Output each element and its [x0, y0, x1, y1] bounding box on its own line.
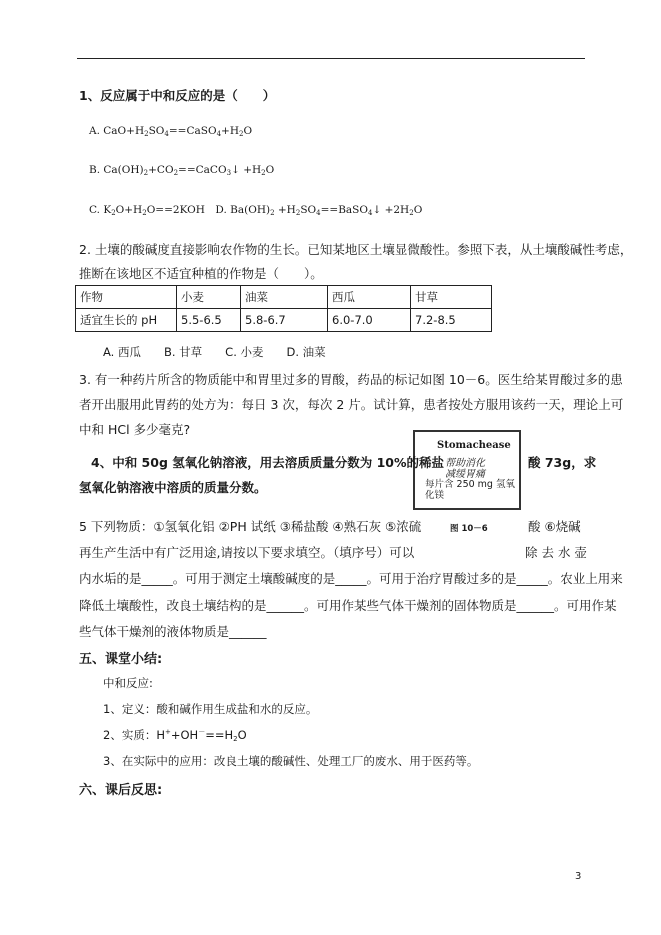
- summary-heading: 五、课堂小结:: [79, 652, 163, 667]
- header-rule: [77, 58, 585, 59]
- q2-line-1: 2. 土壤的酸碱度直接影响农作物的生长。已知某地区土壤显微酸性。参照下表，从土壤酸碱性考虑，: [79, 242, 633, 257]
- q2-options: A. 西瓜 B. 甘草 C. 小麦 D. 油菜: [103, 345, 326, 359]
- q3-line-2: 者开出服用此胃药的处方为：每日 3 次，每次 2 片。试计算，患者按处方服用该药一天，理论上可: [79, 397, 624, 412]
- reflection-heading: 六、课后反思:: [79, 783, 163, 798]
- table-cell: 5.5-6.5: [177, 309, 241, 332]
- table-cell: 7.2-8.5: [411, 309, 492, 332]
- q4-line-1b: 酸 73g，求: [528, 455, 597, 470]
- summary-essence: 2、实质：$H^++OH^-==H_2O$: [103, 728, 247, 743]
- table-cell: 5.8-6.7: [241, 309, 328, 332]
- figure-line-4: 化镁: [425, 490, 445, 501]
- figure-english-label: Stomachease: [437, 440, 511, 451]
- q5-line-4: 降低土壤酸性，改良土壤结构的是______。可用作某些气体干燥剂的固体物质是______。可用作某: [79, 598, 617, 613]
- ph-table: [75, 285, 492, 332]
- q1-option-a: A. $CaO+H_2SO_4==CaSO_4+H_2O$: [89, 125, 253, 138]
- table-header: 油菜: [241, 286, 328, 309]
- q1-option-b: B. $Ca(OH)_2+CO_2==CaCO_3↓ +H_2O$: [89, 164, 275, 177]
- table-header: 作物: [76, 286, 177, 309]
- table-header-row: [76, 286, 492, 309]
- summary-application: 3、在实际中的应用：改良土壤的酸碱性、处理工厂的废水、用于医药等。: [103, 754, 479, 768]
- q3-line-3: 中和 HCl 多少毫克?: [79, 422, 191, 437]
- figure-line-1: 帮助消化: [445, 458, 485, 469]
- table-header: 小麦: [177, 286, 241, 309]
- summary-title: 中和反应:: [103, 676, 153, 690]
- summary-definition: 1、定义：酸和碱作用生成盐和水的反应。: [103, 702, 318, 716]
- q3-line-1: 3. 有一种药片所含的物质能中和胃里过多的胃酸，药品的标记如图 10－6。医生给某胃酸过多的患: [79, 372, 623, 387]
- q5-line-1b: 酸 ⑥烧碱: [528, 519, 581, 534]
- q1-option-cd: C. $K_2O+H_2O==2KOH$ D. $Ba(OH)_2$ $+H_2SO_4==BaSO_4↓ +2H_2O$: [89, 204, 423, 217]
- figure-line-3: 每片含 250 mg 氢氧: [425, 479, 515, 490]
- table-header: 甘草: [411, 286, 492, 309]
- q5-line-2b: 除 去 水 壶: [525, 545, 587, 560]
- table-header: 西瓜: [328, 286, 411, 309]
- figure-caption: 图 10－6: [450, 524, 488, 534]
- page-number: 3: [575, 871, 582, 882]
- q5-line-5: 些气体干燥剂的液体物质是______: [79, 624, 267, 639]
- table-cell: 适宜生长的 pH: [76, 309, 177, 332]
- medicine-label-figure: [413, 430, 521, 538]
- q2-line-2: 推断在该地区不适宜种植的作物是（ ）。: [79, 266, 323, 281]
- table-cell: 6.0-7.0: [328, 309, 411, 332]
- q4-line-1a: 4、中和 50g 氢氧化钠溶液，用去溶质质量分数为 10%的稀盐: [91, 455, 445, 470]
- q5-line-1a: 5 下列物质：①氢氧化铝 ②PH 试纸 ③稀盐酸 ④熟石灰 ⑤浓硫: [79, 519, 422, 534]
- q5-line-2a: 再生产生活中有广泛用途,请按以下要求填空。（填序号）可以: [79, 545, 415, 560]
- table-row: [76, 309, 492, 332]
- q4-line-2: 氢氧化钠溶液中溶质的质量分数。: [79, 480, 267, 495]
- figure-line-2: 减缓胃痛: [445, 469, 485, 480]
- q5-line-3: 内水垢的是_____。可用于测定土壤酸碱度的是_____。可用于治疗胃酸过多的是_____。农业上用来: [79, 571, 623, 586]
- q1-stem: 1、反应属于中和反应的是（ ）: [79, 88, 276, 103]
